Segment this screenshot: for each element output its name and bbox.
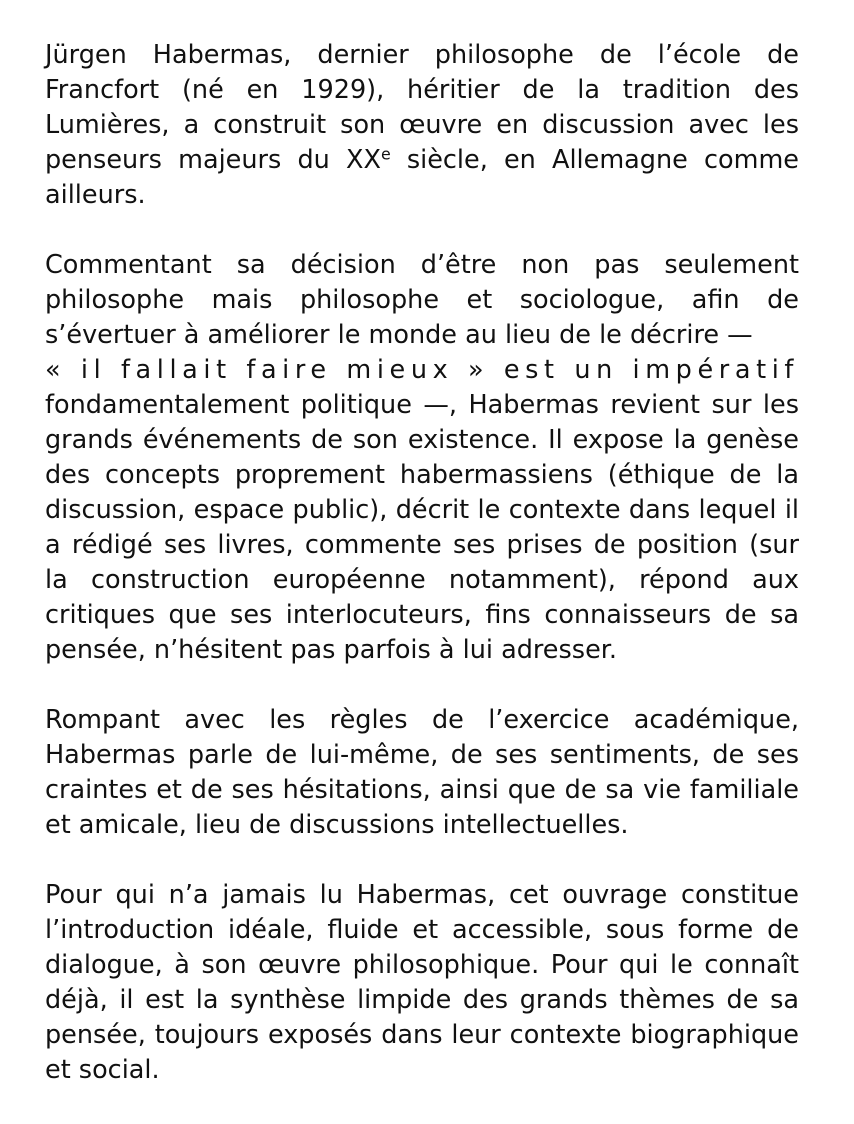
paragraph-decision	[45, 248, 799, 668]
spaced-quote-line: « il fallait faire mieux » est un impératif	[45, 355, 799, 385]
century-suffix: e	[380, 144, 391, 164]
paragraph-intro	[45, 38, 799, 213]
paragraph-conclusion: Pour qui n’a jamais lu Habermas, cet ouvrage constitue l’introduction idéale, fluide et accessible, sous forme de dialogue, à son œuvre philosophique. Pour qui le connaît déjà, il est la synthèse limpide des grands thèmes de sa pensée, toujours exposés dans leur contexte biographique et social.	[45, 880, 799, 1085]
paragraph-decision-text-end: fondamentalement politique —, Habermas revient sur les grands événements de son existence. Il expose la genèse des concepts proprement habermassiens (éthique de la discussion, espace public), décrit le contexte dans lequel il a rédigé ses livres, commente ses prises de position (sur la construction européenne notamment), répond aux critiques que ses interlocuteurs, fins connaisseurs de sa pensée, n’hésitent pas parfois à lui adresser.	[45, 390, 799, 665]
paragraph-intro-text-end: siècle, en Allemagne comme ailleurs.	[45, 145, 799, 210]
book-description	[45, 38, 799, 1088]
paragraph-decision-text: Commentant sa décision d’être non pas seulement philosophe mais philosophe et sociologue, afin de s’évertuer à améliorer le monde au lieu de le décrire —	[45, 250, 799, 350]
paragraph-intro-text: Jürgen Habermas, dernier philosophe de l’école de Francfort (né en 1929), héritier de la tradition des Lumières, a construit son œuvre en discussion avec les penseurs majeurs du XX	[45, 40, 799, 175]
paragraph-personal: Rompant avec les règles de l’exercice académique, Habermas parle de lui-même, de ses sentiments, de ses craintes et de ses hésitations, ainsi que de sa vie familiale et amicale, lieu de discussions intellectuelles.	[45, 705, 799, 840]
